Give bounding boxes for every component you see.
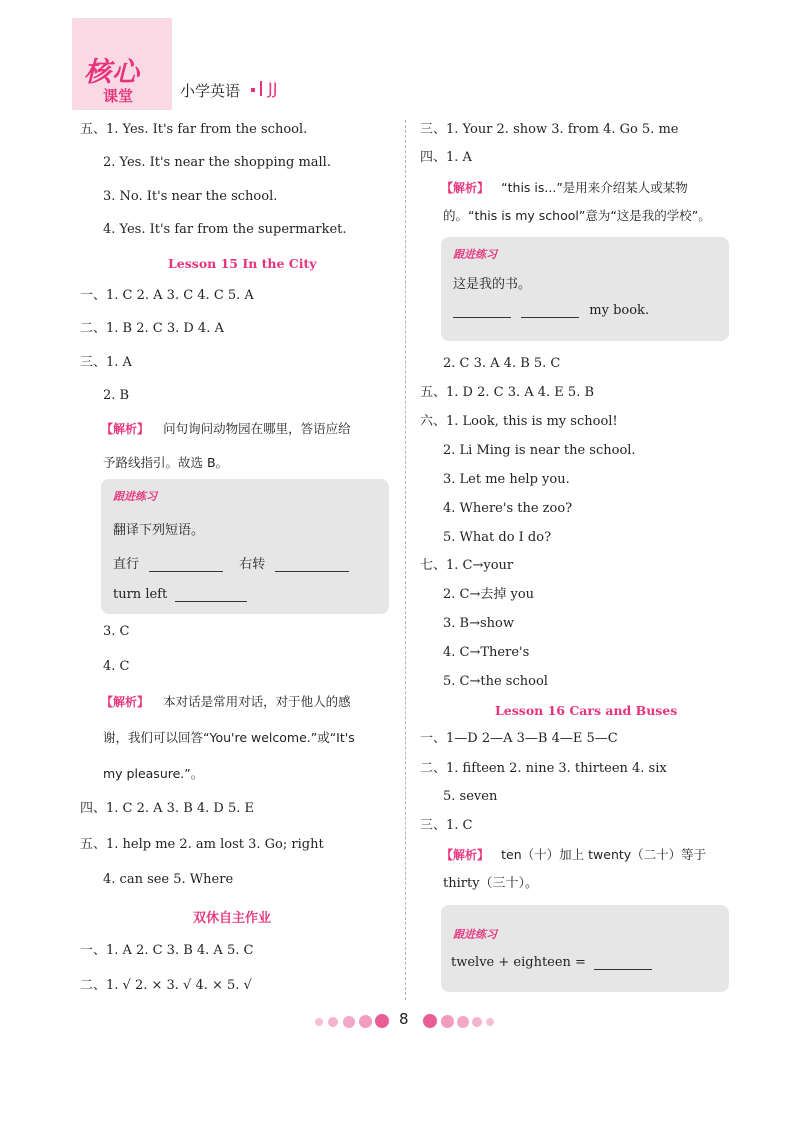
footer-dot [486, 1018, 494, 1026]
practice-title: 翻译下列短语。 [113, 523, 205, 538]
analysis-line [441, 180, 688, 197]
answer-blank[interactable] [521, 303, 579, 318]
footer-dot [472, 1017, 482, 1027]
subject-title: 小学英语 [180, 82, 241, 100]
analysis-tag: 【解析】 [441, 181, 490, 195]
footer-dot [375, 1014, 389, 1028]
answer-line: 二、1. B 2. C 3. D 4. A [80, 321, 224, 336]
answer-line: 3. B→show [443, 616, 514, 631]
logo-main-text: 核心 [84, 57, 140, 88]
analysis-text: thirty（三十）。 [443, 876, 539, 891]
answer-blank[interactable] [453, 303, 511, 318]
analysis-text: my pleasure.”。 [103, 766, 204, 781]
answer-line: 4. can see 5. Where [103, 872, 234, 887]
footer-dot [315, 1018, 323, 1026]
answer-line: 2. B [103, 388, 130, 403]
answer-line: 5. What do I do? [443, 530, 552, 545]
analysis-text: 的。“this is my school”意为“这是我的学校”。 [443, 208, 711, 223]
answer-line: 七、1. C→your [420, 558, 514, 573]
answer-line: 2. Li Ming is near the school. [443, 443, 636, 458]
practice-item [451, 955, 652, 970]
practice-item [113, 553, 349, 572]
answer-line: 六、1. Look, this is my school! [420, 414, 618, 429]
answer-line: 3. Let me help you. [443, 472, 570, 487]
answer-line: 一、1—D 2—A 3—B 4—E 5—C [420, 731, 618, 746]
header-dot [251, 88, 255, 92]
analysis-tag: 【解析】 [101, 422, 150, 436]
answer-blank[interactable] [594, 955, 652, 970]
analysis-line [101, 421, 351, 438]
answer-line: 三、1. C [420, 818, 473, 833]
header-separator [260, 81, 262, 96]
answer-line: 四、1. C 2. A 3. B 4. D 5. E [80, 801, 255, 816]
answer-line: 五、1. Yes. It's far from the school. [80, 122, 308, 137]
analysis-tag: 【解析】 [101, 695, 150, 709]
analysis-text: 谢，我们可以回答“You're welcome.”或“It's [103, 730, 355, 745]
analysis-text: “this is...”是用来介绍某人或某物 [501, 180, 688, 195]
answer-line: 二、1. √ 2. × 3. √ 4. × 5. √ [80, 978, 252, 993]
answer-line: 2. Yes. It's near the shopping mall. [103, 155, 331, 170]
answer-line: 一、1. A 2. C 3. B 4. A 5. C [80, 943, 254, 958]
answer-line: 四、1. A [420, 150, 472, 165]
answer-line: 三、1. A [80, 355, 132, 370]
practice-item [113, 587, 247, 602]
page-number: 8 [399, 1010, 409, 1028]
practice-label: turn left [113, 587, 168, 602]
practice-title: 这是我的书。 [453, 277, 532, 292]
practice-label: 直行 [113, 557, 140, 572]
lesson-heading: Lesson 16 Cars and Buses [495, 703, 678, 718]
answer-line: 3. No. It's near the school. [103, 189, 278, 204]
practice-box [101, 479, 389, 614]
logo-sub-text: 课堂 [103, 87, 134, 105]
practice-box [441, 905, 729, 992]
answer-line: 4. Yes. It's far from the supermarket. [103, 222, 347, 237]
answer-blank[interactable] [175, 587, 247, 602]
answer-line: 5. C→the school [443, 674, 548, 689]
column-divider [405, 120, 406, 1000]
analysis-text: ten（十）加上 twenty（二十）等于 [501, 847, 707, 862]
practice-tag: 跟进练习 [113, 490, 157, 503]
analysis-line [441, 847, 706, 864]
answer-line: 2. C→去掉 you [443, 587, 535, 602]
answer-blank[interactable] [149, 557, 223, 572]
answer-line: 4. C→There's [443, 645, 530, 660]
footer-dot [423, 1014, 437, 1028]
edition-label: JJ [268, 79, 278, 98]
practice-label: my book. [589, 303, 650, 318]
practice-box [441, 237, 729, 341]
footer-dot [343, 1016, 355, 1028]
practice-item [453, 303, 649, 318]
analysis-text: 本对话是常用对话，对于他人的感 [163, 694, 351, 709]
answer-line: 一、1. C 2. A 3. C 4. C 5. A [80, 288, 254, 303]
practice-tag: 跟进练习 [453, 928, 497, 941]
section-heading: 双休自主作业 [193, 911, 272, 926]
footer-dot [457, 1016, 469, 1028]
answer-line: 三、1. Your 2. show 3. from 4. Go 5. me [420, 122, 679, 137]
answer-line: 五、1. D 2. C 3. A 4. E 5. B [420, 385, 595, 400]
answer-line: 五、1. help me 2. am lost 3. Go; right [80, 837, 324, 852]
practice-label: 右转 [239, 557, 266, 572]
lesson-heading: Lesson 15 In the City [168, 256, 317, 271]
answer-line: 二、1. fifteen 2. nine 3. thirteen 4. six [420, 761, 667, 776]
footer-dot [359, 1015, 372, 1028]
answer-line: 4. C [103, 659, 130, 674]
analysis-text: 问句询问动物园在哪里，答语应给 [163, 421, 351, 436]
answer-line: 2. C 3. A 4. B 5. C [443, 356, 561, 371]
analysis-line [101, 694, 351, 711]
answer-line: 3. C [103, 624, 130, 639]
footer-dot [328, 1017, 338, 1027]
analysis-tag: 【解析】 [441, 848, 490, 862]
practice-tag: 跟进练习 [453, 248, 497, 261]
answer-line: 5. seven [443, 789, 498, 804]
analysis-text: 予路线指引。故选 B。 [103, 455, 229, 470]
answer-blank[interactable] [275, 557, 349, 572]
practice-label: twelve + eighteen = [451, 955, 586, 970]
footer-dot [441, 1015, 454, 1028]
answer-line: 4. Where's the zoo? [443, 501, 573, 516]
